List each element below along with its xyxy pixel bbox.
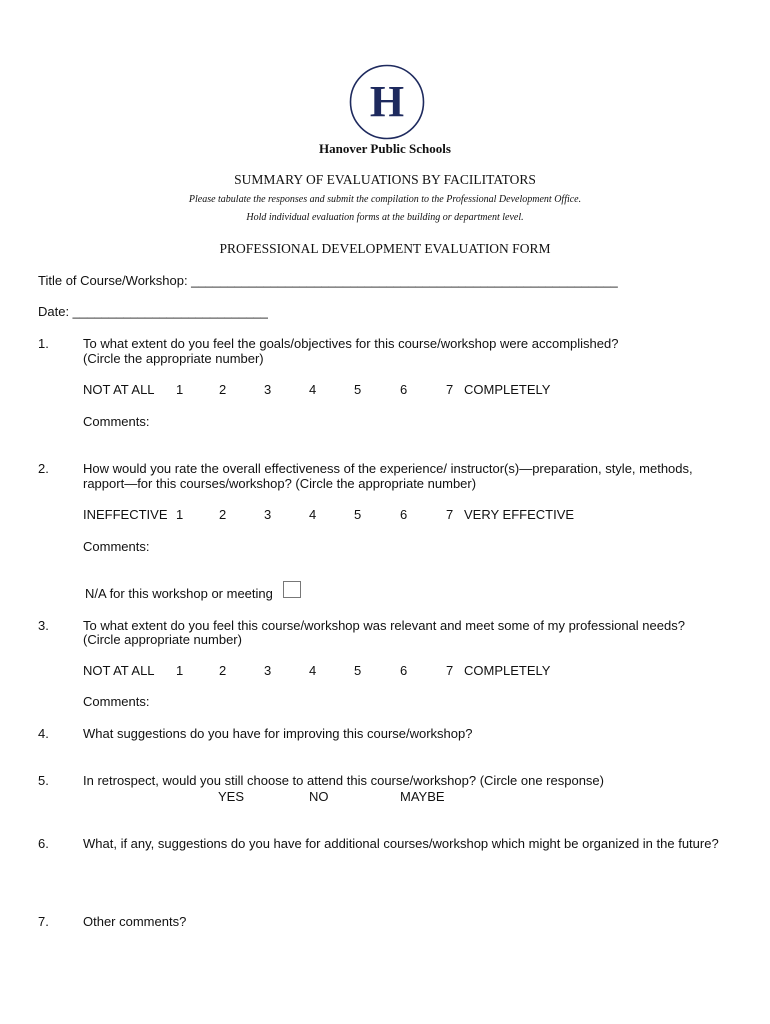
rating-scale [0, 507, 770, 523]
date-field[interactable]: Date: ___________________________ [38, 304, 268, 319]
rating-option[interactable]: 5 [354, 663, 362, 678]
comments-label: Comments: [83, 414, 150, 429]
rating-option[interactable]: 2 [219, 507, 227, 522]
question-instruction: (Circle appropriate number) [83, 632, 242, 647]
rating-option[interactable]: 7 [446, 507, 454, 522]
scale-low-label: NOT AT ALL [83, 663, 155, 678]
scale-high-label: COMPLETELY [464, 663, 551, 678]
question-text: How would you rate the overall effectiveness of the experience/ instructor(s)—preparation, style, methods, [83, 461, 693, 476]
school-name: Hanover Public Schools [319, 141, 451, 156]
instruction-1: Please tabulate the responses and submit the compilation to the Professional Development Office. [188, 194, 582, 205]
rating-option[interactable]: 6 [400, 663, 408, 678]
rating-option[interactable]: 5 [354, 507, 362, 522]
question-instruction: (Circle the appropriate number) [83, 351, 264, 366]
question-text: What, if any, suggestions do you have for additional courses/workshop which might be organized in the future? [83, 836, 719, 851]
scale-low-label: NOT AT ALL [83, 382, 155, 397]
rating-option[interactable]: 4 [309, 382, 317, 397]
na-checkbox[interactable] [283, 581, 301, 598]
rating-option[interactable]: 4 [309, 507, 317, 522]
question-number: 1. [38, 336, 49, 351]
rating-scale [0, 663, 770, 679]
question-number: 7. [38, 914, 49, 929]
comments-label: Comments: [83, 694, 150, 709]
question-number: 6. [38, 836, 49, 851]
rating-option[interactable]: 1 [176, 507, 184, 522]
rating-option[interactable]: 7 [446, 663, 454, 678]
rating-option[interactable]: 2 [219, 382, 227, 397]
rating-option[interactable]: 1 [176, 382, 184, 397]
rating-option[interactable]: 2 [219, 663, 227, 678]
question-text: What suggestions do you have for improving this course/workshop? [83, 726, 473, 741]
response-option-yes[interactable]: YES [218, 789, 245, 804]
form-title: PROFESSIONAL DEVELOPMENT EVALUATION FORM [219, 241, 551, 256]
question-number: 3. [38, 618, 49, 633]
logo-letter: H [369, 77, 405, 126]
scale-high-label: COMPLETELY [464, 382, 551, 397]
school-logo [349, 64, 425, 140]
summary-title: SUMMARY OF EVALUATIONS BY FACILITATORS [234, 172, 536, 187]
question-number: 2. [38, 461, 49, 476]
rating-option[interactable]: 3 [264, 382, 272, 397]
rating-option[interactable]: 7 [446, 382, 454, 397]
comments-label: Comments: [83, 539, 150, 554]
rating-option[interactable]: 4 [309, 663, 317, 678]
rating-option[interactable]: 6 [400, 382, 408, 397]
rating-option[interactable]: 5 [354, 382, 362, 397]
na-label: N/A for this workshop or meeting [85, 586, 273, 601]
question-number: 5. [38, 773, 49, 788]
rating-option[interactable]: 3 [264, 507, 272, 522]
rating-option[interactable]: 3 [264, 663, 272, 678]
course-title-field[interactable]: Title of Course/Workshop: ___________________________________________________________ [38, 273, 618, 288]
rating-option[interactable]: 1 [176, 663, 184, 678]
question-text: To what extent do you feel this course/workshop was relevant and meet some of my professional needs? [83, 618, 685, 633]
rating-scale [0, 382, 770, 398]
question-text: To what extent do you feel the goals/objectives for this course/workshop were accomplished? [83, 336, 619, 351]
question-text: Other comments? [83, 914, 187, 929]
response-option-no[interactable]: NO [309, 789, 329, 804]
question-number: 4. [38, 726, 49, 741]
question-text-cont: rapport—for this courses/workshop? (Circle the appropriate number) [83, 476, 477, 491]
rating-option[interactable]: 6 [400, 507, 408, 522]
question-text: In retrospect, would you still choose to attend this course/workshop? (Circle one response) [83, 773, 604, 788]
instruction-2: Hold individual evaluation forms at the building or department level. [246, 212, 524, 223]
response-option-maybe[interactable]: MAYBE [400, 789, 445, 804]
scale-high-label: VERY EFFECTIVE [464, 507, 575, 522]
scale-low-label: INEFFECTIVE [83, 507, 168, 522]
